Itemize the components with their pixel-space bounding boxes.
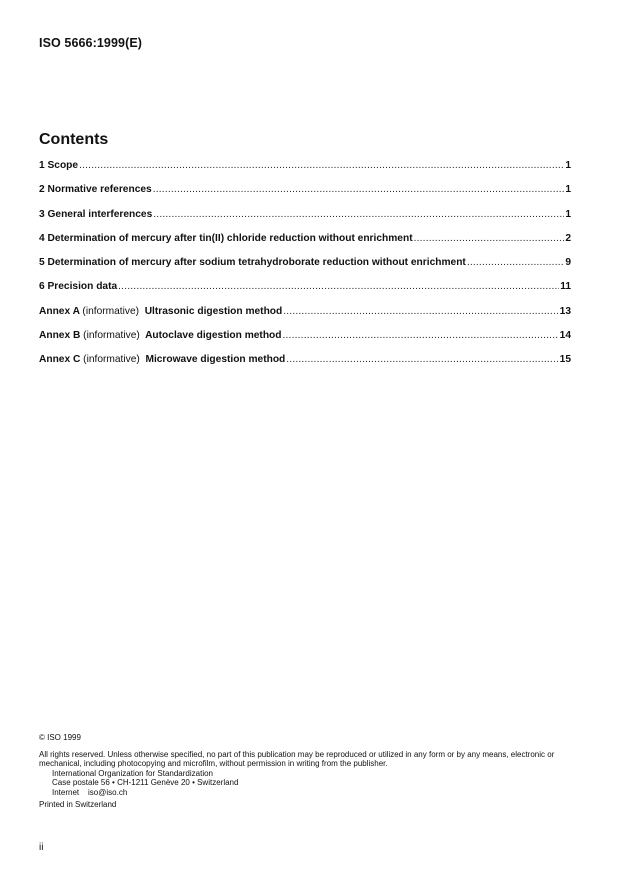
toc-entry-title: 5 Determination of mercury after sodium tetrahydroborate reduction without enrichment (39, 257, 466, 269)
annex-type: (informative) (83, 330, 140, 342)
dot-leader (283, 306, 558, 317)
dot-leader (286, 354, 558, 365)
organization-name: International Organization for Standardization (52, 768, 213, 778)
internet-label: Internet (52, 787, 80, 797)
document-id: ISO 5666:1999(E) (39, 36, 143, 50)
annex-label: Annex A (39, 305, 80, 317)
dot-leader (283, 330, 559, 341)
toc-entry-general-interferences[interactable] (39, 209, 571, 233)
internet-line (39, 788, 584, 798)
toc-entry-tin-chloride-reduction[interactable] (39, 233, 571, 257)
toc-entry-page: 15 (559, 354, 571, 366)
toc-entry-title (39, 354, 285, 365)
toc-entry-title (39, 306, 282, 317)
toc-entry-title: 2 Normative references (39, 184, 152, 196)
email-address[interactable]: iso@iso.ch (88, 787, 128, 797)
toc-entry-page: 13 (559, 305, 571, 317)
table-of-contents (39, 160, 571, 379)
toc-entry-title (39, 330, 282, 341)
annex-title: Autoclave digestion method (145, 330, 282, 342)
postal-address: Case postale 56 • CH-1211 Genève 20 • Switzerland (52, 778, 239, 788)
toc-entry-page: 1 (565, 208, 571, 220)
toc-entry-title: 1 Scope (39, 160, 79, 171)
toc-entry-page: 1 (565, 184, 571, 196)
dot-leader (467, 257, 564, 268)
toc-entry-page: 9 (565, 257, 571, 269)
toc-entry-title: 4 Determination of mercury after tin(II) chloride reduction without enrichment (39, 232, 413, 244)
annex-type: (informative) (83, 354, 140, 366)
toc-entry-title: 3 General interferences (39, 208, 153, 220)
annex-title: Microwave digestion method (145, 354, 286, 366)
toc-entry-scope[interactable] (39, 160, 571, 184)
toc-entry-normative-references[interactable] (39, 184, 571, 208)
printed-in: Printed in Switzerland (39, 799, 117, 809)
rights-statement: All rights reserved. Unless otherwise specified, no part of this publication may be reproduced or utilized in any form or by any means, electronic or mechanical, including photocopying and microfilm, without permission in writing from the publisher. (39, 749, 555, 769)
annex-title: Ultrasonic digestion method (144, 305, 283, 317)
toc-entry-title: 6 Precision data (39, 281, 118, 293)
toc-entry-page: 11 (560, 281, 571, 293)
dot-leader (414, 233, 564, 244)
contents-heading: Contents (39, 131, 109, 148)
toc-entry-annex-a[interactable] (39, 306, 571, 330)
toc-entry-page: 14 (559, 330, 571, 342)
toc-entry-tetrahydroborate-reduction[interactable] (39, 257, 571, 281)
toc-entry-annex-b[interactable] (39, 330, 571, 354)
dot-leader (118, 281, 559, 292)
annex-label: Annex C (39, 354, 81, 366)
toc-entry-page: 2 (565, 232, 571, 244)
page-number: ii (39, 842, 44, 853)
toc-entry-page: 1 (565, 160, 571, 171)
copyright-footer (39, 733, 584, 809)
annex-label: Annex B (39, 330, 81, 342)
dot-leader (153, 184, 564, 195)
copyright-notice: © ISO 1999 (39, 733, 81, 742)
dot-leader (153, 209, 564, 220)
annex-type: (informative) (82, 305, 140, 317)
dot-leader (79, 160, 564, 171)
toc-entry-precision-data[interactable] (39, 281, 571, 305)
toc-entry-annex-c[interactable] (39, 354, 571, 378)
